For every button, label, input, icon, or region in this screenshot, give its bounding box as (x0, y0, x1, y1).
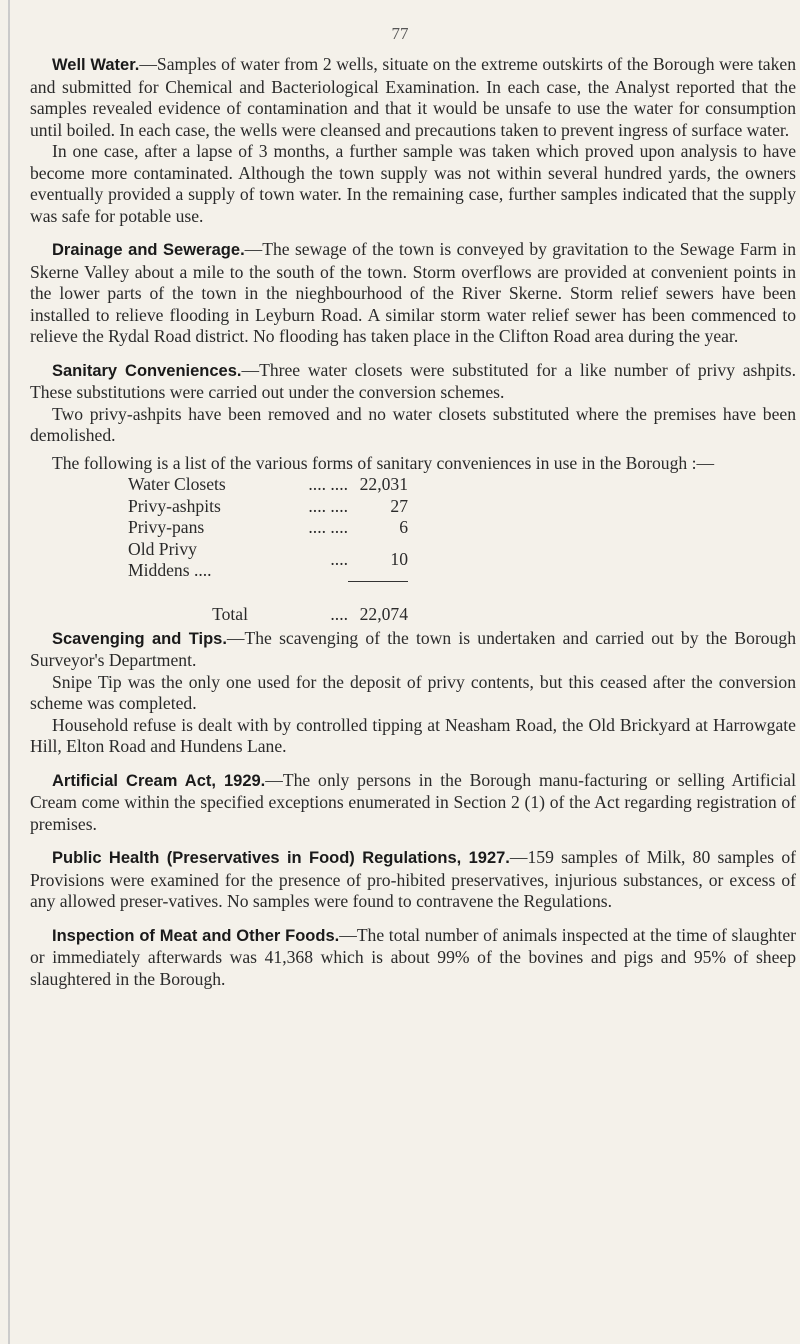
sanitary-para-3: The following is a list of the various forms of sanitary conveniences in use in the Borough :— (52, 452, 715, 473)
cream-text: —The only persons in the Borough manu-facturing or selling Artificial Cream come within the specified exceptions enumerated in Section 2 (1) of the Act regarding registration of premises. (30, 769, 796, 834)
scavenging-para-2: Snipe Tip was the only one used for the deposit of privy contents, but this ceased after the conversion scheme was completed. (30, 671, 796, 713)
total-dots: .... (330, 604, 348, 624)
document-body (30, 54, 796, 990)
well-water-heading: Well Water. (52, 56, 140, 74)
sanitary-para (30, 360, 796, 404)
row-dots: .... .... (308, 517, 348, 537)
row-label: Privy-ashpits (128, 495, 221, 516)
total-rule (348, 582, 408, 605)
row-value: 6 (399, 517, 408, 537)
table-rule-row (128, 582, 408, 605)
cream-heading: Artificial Cream Act, 1929. (52, 771, 266, 790)
meat-text: —The total number of animals inspected at the time of slaughter or immediately afterwards was 41,368 which is about 99% of the bovines and pigs and 95% of sheep slaughtered in the Borough. (30, 924, 796, 989)
meat-para (30, 925, 796, 991)
row-label: Old Privy Middens .... (128, 538, 212, 580)
row-dots: .... .... (308, 495, 348, 516)
total-value: 22,074 (359, 604, 408, 624)
sanitary-para-2: Two privy-ashpits have been removed and no water closets substituted where the premises have been demolished. (30, 403, 796, 445)
page-edge-shadow (8, 0, 10, 1344)
row-label: Privy-pans (128, 517, 205, 537)
drainage-para (30, 239, 796, 348)
row-value: 10 (390, 549, 408, 569)
row-value: 27 (390, 495, 408, 516)
sanitary-heading: Sanitary Conveniences. (52, 361, 242, 380)
drainage-text: —The sewage of the town is conveyed by gravitation to the Sewage Farm in Skerne Valley about a mile to the south of the town. Storm overflows are provided at convenient points in the lower parts of the town in the nieghbourhood of the River Skerne. Storm relief sewers have been installed to relieve flooding in Leyburn Road. A similar storm water relief sewer has been commenced to relieve the Rydal Road district. No flooding has taken place in the Clifton Road area during the year. (30, 239, 796, 346)
table-row (128, 496, 408, 518)
table-row (128, 539, 408, 582)
preservatives-para (30, 847, 796, 913)
meat-heading: Inspection of Meat and Other Foods. (52, 926, 340, 945)
page-number: 77 (391, 24, 409, 43)
scavenging-heading: Scavenging and Tips. (52, 629, 227, 648)
conveniences-table (128, 474, 408, 626)
well-water-para-2: In one case, after a lapse of 3 months, a further sample was taken which proved upon analysis to have become more contaminated. Although the town supply was not within several hundred yards, the owners eventually provided a supply of town water. In the remaining case, further samples indicated that the supply was safe for potable use. (30, 141, 796, 226)
well-water-text: —Samples of water from 2 wells, situate on the extreme outskirts of the Borough were taken and submitted for Chemical and Bacteriological Examination. In each case, the Analyst reported that the samples revealed evidence of contamination and that it would be unsafe to use the water for consumption until boiled. In each case, the wells were cleansed and precautions taken to prevent ingress of surface water. (30, 54, 796, 140)
row-label: Water Closets (128, 474, 226, 494)
row-dots: .... .... (308, 474, 348, 494)
row-value: 22,031 (359, 474, 408, 494)
total-label: Total (212, 604, 248, 624)
scavenging-para (30, 628, 796, 672)
table-row (128, 474, 408, 496)
table-row (128, 517, 408, 539)
sanitary-text: —Three water closets were substituted for a like number of privy ashpits. These substitutions were carried out under the conversion schemes. (30, 359, 796, 402)
scavenging-text: —The scavenging of the town is undertaken and carried out by the Borough Surveyor's Department. (30, 627, 796, 670)
table-total-row (128, 604, 408, 626)
row-dots: .... (330, 549, 348, 570)
preservatives-text: —159 samples of Milk, 80 samples of Provisions were examined for the presence of pro-hibited preservatives, injurious substances, or excess of any allowed preser-vatives. No samples were found to contravene the Regulations. (30, 847, 796, 911)
scavenging-para-3: Household refuse is dealt with by controlled tipping at Neasham Road, the Old Brickyard at Harrowgate Hill, Elton Road and Hundens Lane. (30, 714, 796, 756)
well-water-para (30, 54, 796, 141)
preservatives-heading: Public Health (Preservatives in Food) Regulations, 1927. (52, 849, 510, 867)
cream-para (30, 770, 796, 836)
drainage-heading: Drainage and Sewerage. (52, 241, 245, 259)
